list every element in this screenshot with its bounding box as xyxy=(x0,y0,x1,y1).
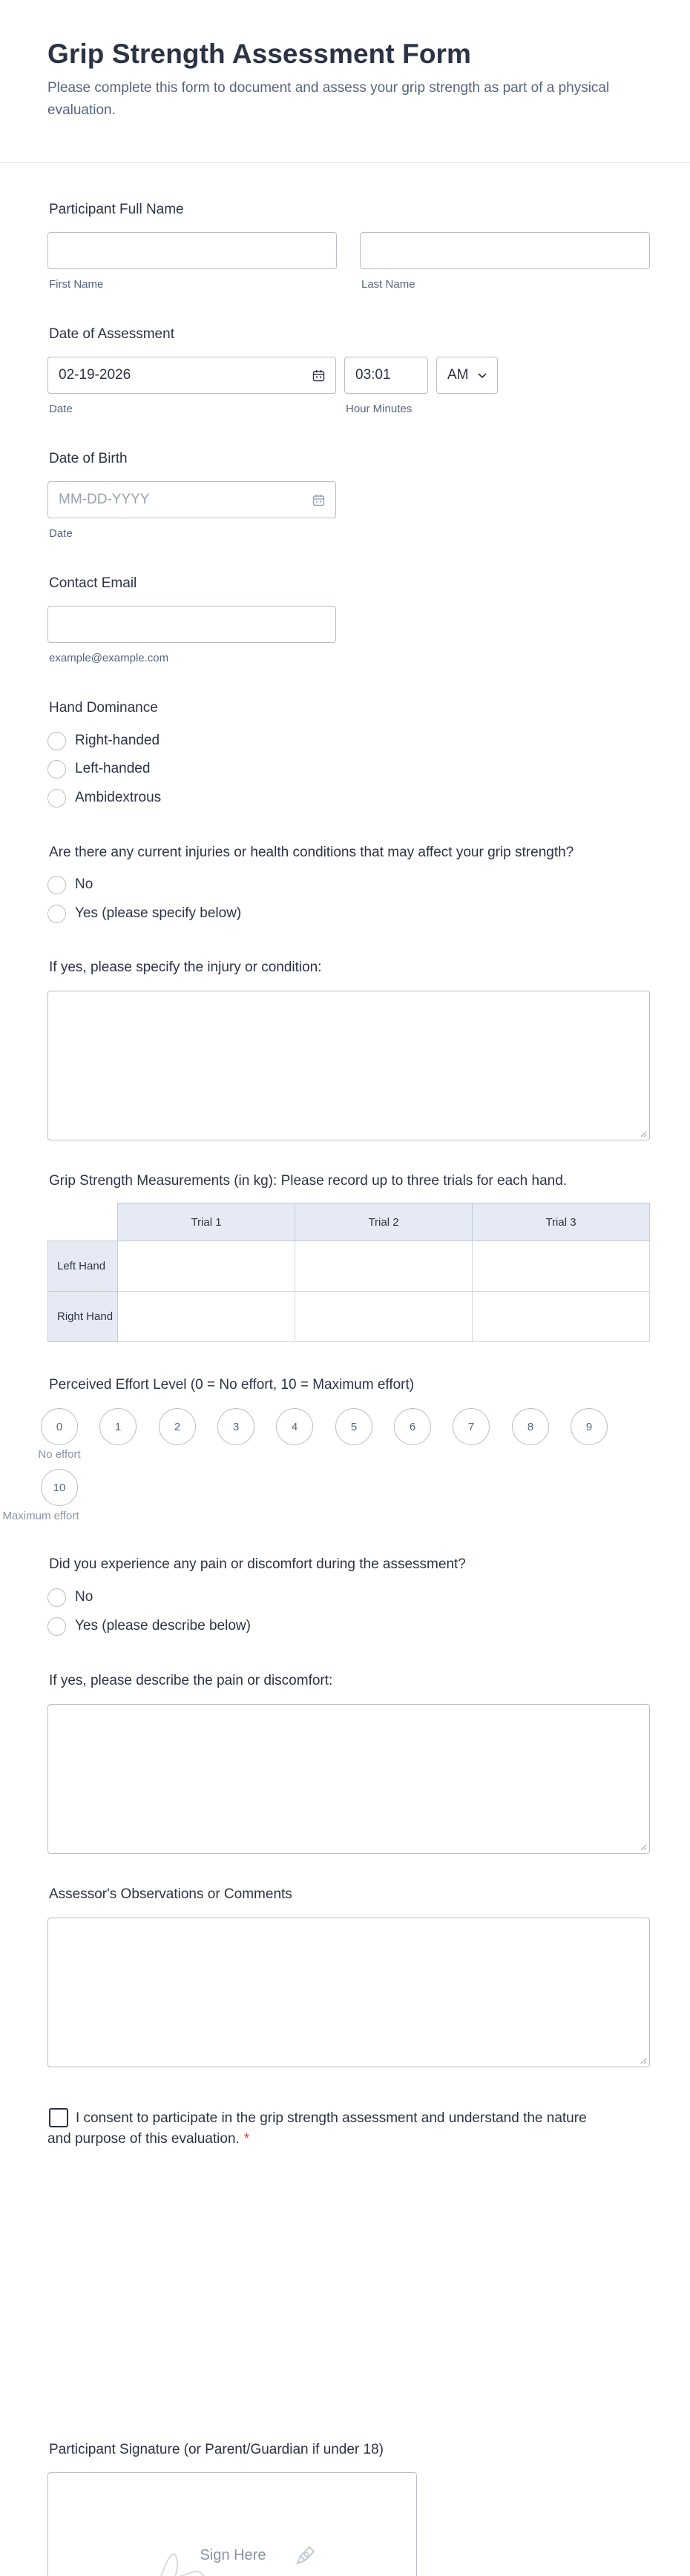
table-row xyxy=(48,1292,650,1342)
measurement-cell[interactable] xyxy=(473,1241,650,1292)
scale-min-caption: No effort xyxy=(38,1448,81,1461)
radio-label: Yes (please describe below) xyxy=(75,1618,251,1634)
assessment-date-sublabel: Date xyxy=(49,403,73,415)
column-header: Trial 1 xyxy=(118,1203,295,1241)
radio-label: Ambidextrous xyxy=(75,790,162,805)
scale-option-5[interactable]: 5 xyxy=(335,1408,372,1445)
measurement-cell[interactable] xyxy=(473,1292,650,1342)
measurements-label: Grip Strength Measurements (in kg): Please record up to three trials for each hand. xyxy=(49,1173,568,1189)
radio-right-handed[interactable] xyxy=(47,730,160,752)
assessment-date-input[interactable] xyxy=(47,357,336,394)
injury-details-label: If yes, please specify the injury or condition: xyxy=(49,960,322,975)
scale-option-0[interactable]: 0 xyxy=(41,1408,78,1445)
required-mark: * xyxy=(243,2131,250,2147)
measurement-cell[interactable] xyxy=(118,1241,295,1292)
scale-max-caption: Maximum effort xyxy=(2,1510,79,1522)
radio-left-handed[interactable] xyxy=(47,758,150,780)
chevron-down-icon xyxy=(476,369,488,381)
scale-option-8[interactable]: 8 xyxy=(512,1408,549,1445)
birth-date-label: Date of Birth xyxy=(49,451,128,466)
email-label: Contact Email xyxy=(49,575,137,591)
effort-label: Perceived Effort Level (0 = No effort, 10 = Maximum effort) xyxy=(49,1377,415,1393)
form-header xyxy=(0,0,690,163)
last-name-input[interactable] xyxy=(360,232,650,269)
table-corner xyxy=(48,1203,118,1241)
observations-textarea[interactable] xyxy=(47,1918,650,2067)
injuries-label: Are there any current injuries or health conditions that may affect your grip strength? xyxy=(49,845,574,860)
measurement-cell[interactable] xyxy=(295,1241,473,1292)
form-title: Grip Strength Assessment Form xyxy=(47,39,472,69)
radio-circle[interactable] xyxy=(47,905,66,923)
radio-circle[interactable] xyxy=(47,1588,66,1607)
radio-circle[interactable] xyxy=(47,1617,66,1636)
row-header: Right Hand xyxy=(48,1292,118,1342)
scale-option-4[interactable]: 4 xyxy=(276,1408,313,1445)
radio-label: No xyxy=(75,876,93,892)
resize-grip-icon[interactable] xyxy=(640,2057,647,2064)
assessment-time-input[interactable] xyxy=(344,357,428,394)
radio-circle[interactable] xyxy=(47,789,66,808)
radio-circle[interactable] xyxy=(47,876,66,894)
pain-details-label: If yes, please describe the pain or discomfort: xyxy=(49,1673,333,1688)
assessment-date-value: 02-19-2026 xyxy=(59,367,131,383)
radio-label: Yes (please specify below) xyxy=(75,905,242,921)
row-header: Left Hand xyxy=(48,1241,118,1292)
radio-pain-no[interactable] xyxy=(47,1586,93,1608)
pen-icon xyxy=(292,2543,318,2569)
pain-details-textarea[interactable] xyxy=(47,1704,650,1854)
resize-grip-icon[interactable] xyxy=(640,1130,647,1137)
scale-option-6[interactable]: 6 xyxy=(394,1408,431,1445)
injury-details-textarea[interactable] xyxy=(47,991,650,1140)
birth-date-placeholder: MM-DD-YYYY xyxy=(59,492,150,507)
column-header: Trial 2 xyxy=(295,1203,473,1241)
ampm-value: AM xyxy=(447,367,469,383)
resize-grip-icon[interactable] xyxy=(640,1843,647,1851)
consent-checkbox[interactable] xyxy=(49,2108,68,2127)
first-name-sublabel: First Name xyxy=(49,278,104,291)
scale-option-1[interactable]: 1 xyxy=(99,1408,137,1445)
consent-text xyxy=(47,2108,597,2150)
assessment-date-label: Date of Assessment xyxy=(49,326,174,342)
last-name-sublabel: Last Name xyxy=(361,278,415,291)
measurements-table xyxy=(47,1203,650,1342)
table-header-row xyxy=(48,1203,650,1241)
table-row xyxy=(48,1241,650,1292)
radio-injury-yes[interactable] xyxy=(47,902,241,925)
radio-label: No xyxy=(75,1589,93,1605)
birth-date-sublabel: Date xyxy=(49,527,73,540)
consent-label: I consent to participate in the grip strength assessment and understand the nature and purpose of this evaluation. xyxy=(47,2110,587,2147)
scale-option-2[interactable]: 2 xyxy=(159,1408,196,1445)
signature-pad[interactable] xyxy=(47,2472,417,2576)
email-sublabel: example@example.com xyxy=(49,652,169,664)
scale-option-10[interactable]: 10 xyxy=(41,1469,78,1506)
radio-ambidextrous[interactable] xyxy=(47,787,161,809)
scale-option-7[interactable]: 7 xyxy=(453,1408,490,1445)
ampm-select[interactable] xyxy=(436,357,498,394)
birth-date-input[interactable] xyxy=(47,481,336,518)
scale-option-9[interactable]: 9 xyxy=(571,1408,608,1445)
measurement-cell[interactable] xyxy=(118,1292,295,1342)
pain-label: Did you experience any pain or discomfort during the assessment? xyxy=(49,1556,466,1572)
calendar-icon[interactable] xyxy=(312,369,325,382)
radio-pain-yes[interactable] xyxy=(47,1615,251,1637)
radio-circle[interactable] xyxy=(47,732,66,750)
measurement-cell[interactable] xyxy=(295,1292,473,1342)
radio-circle[interactable] xyxy=(47,760,66,779)
calendar-icon[interactable] xyxy=(312,494,325,506)
signature-placeholder: Sign Here xyxy=(200,2547,266,2563)
assessment-time-sublabel: Hour Minutes xyxy=(346,403,413,415)
form-subtitle: Please complete this form to document and assess your grip strength as part of a physical evaluation. xyxy=(47,80,610,118)
first-name-input[interactable] xyxy=(47,232,337,269)
assessment-time-value: 03:01 xyxy=(355,367,391,383)
participant-name-label: Participant Full Name xyxy=(49,202,184,217)
radio-label: Left-handed xyxy=(75,761,151,776)
column-header: Trial 3 xyxy=(473,1203,650,1241)
signature-label: Participant Signature (or Parent/Guardian if under 18) xyxy=(49,2442,384,2457)
radio-injury-no[interactable] xyxy=(47,873,93,896)
radio-label: Right-handed xyxy=(75,733,160,748)
observations-label: Assessor's Observations or Comments xyxy=(49,1886,292,1902)
email-input[interactable] xyxy=(47,606,336,643)
scale-option-3[interactable]: 3 xyxy=(217,1408,254,1445)
hand-dominance-label: Hand Dominance xyxy=(49,700,158,716)
